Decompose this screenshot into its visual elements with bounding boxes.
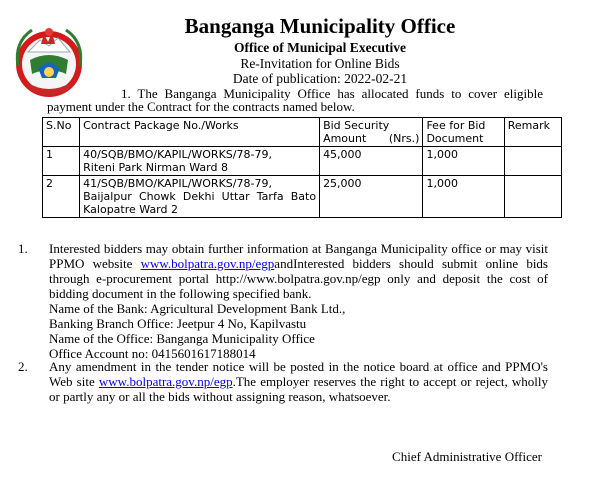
item-text-continued: .The employer reserves the right to accept or reject, wholly or partly any or all the bids without assigning reason, whatsoever. — [49, 374, 548, 404]
package-number: 40/SQB/BMO/KAPIL/WORKS/78-79, — [83, 148, 272, 161]
row-sno: 1 — [43, 147, 80, 176]
account-number: Office Account no: 0415601617188014 — [49, 346, 256, 361]
row-remark — [504, 176, 561, 218]
table-row — [43, 147, 562, 176]
contracts-table — [42, 117, 562, 218]
row-package — [80, 147, 320, 176]
package-work: Riteni Park Nirman Ward 8 — [83, 161, 228, 174]
item-number: 2. — [18, 359, 28, 374]
list-item — [18, 241, 548, 361]
row-remark — [504, 147, 561, 176]
col-header-remark: Remark — [504, 118, 561, 147]
row-sno: 2 — [43, 176, 80, 218]
item-number: 1. — [18, 241, 28, 256]
notice-type: Re-Invitation for Online Bids — [240, 56, 400, 71]
ppmo-link[interactable]: www.bolpatra.gov.np/egp — [140, 256, 275, 271]
bank-branch: Banking Branch Office: Jeetpur 4 No, Kapilvastu — [49, 316, 307, 331]
page-title: Banganga Municipality Office — [184, 14, 456, 38]
office-subtitle: Office of Municipal Executive — [233, 40, 407, 55]
signatory-title: Chief Administrative Officer — [392, 449, 542, 464]
publication-date: Date of publication: 2022-02-21 — [232, 71, 408, 86]
item-text: Any amendment in the tender notice will be posted in the notice board at office and PPMO's Web site — [49, 359, 548, 389]
intro-text: 1. The Banganga Municipality Office has allocated funds to cover eligible payment under the Contract for the contracts named below. — [47, 86, 543, 114]
list-item — [18, 359, 548, 404]
office-name: Name of the Office: Banganga Municipality Office — [49, 331, 315, 346]
item-text: Interested bidders may obtain further information at Banganga Municipality office or may visit PPMO website — [49, 241, 548, 271]
package-number: 41/SQB/BMO/KAPIL/WORKS/78-79, — [83, 177, 272, 190]
col-header-bid-security: Bid Security Amount (Nrs.) — [320, 118, 423, 147]
row-security: 25,000 — [320, 176, 423, 218]
package-work: Baijalpur Chowk Dekhi Uttar Tarfa Bato Kalopatre Ward 2 — [83, 190, 317, 216]
col-header-sno: S.No — [43, 118, 80, 147]
table-header-row — [43, 118, 562, 147]
ppmo-link[interactable]: www.bolpatra.gov.np/egp — [98, 374, 233, 389]
item-text-continued: andInterested bidders should submit online bids through e-procurement portal http://www.bolpatra.gov.np/egp only and deposit the cost of bidding document in the following specified bank. — [49, 256, 548, 301]
intro-paragraph — [47, 87, 543, 113]
bank-name: Name of the Bank: Agricultural Development Bank Ltd., — [49, 301, 346, 316]
row-fee: 1,000 — [423, 176, 504, 218]
row-fee: 1,000 — [423, 147, 504, 176]
table-row — [43, 176, 562, 218]
col-header-fee: Fee for Bid Document — [423, 118, 504, 147]
row-security: 45,000 — [320, 147, 423, 176]
col-header-package: Contract Package No./Works — [80, 118, 320, 147]
row-package — [80, 176, 320, 218]
